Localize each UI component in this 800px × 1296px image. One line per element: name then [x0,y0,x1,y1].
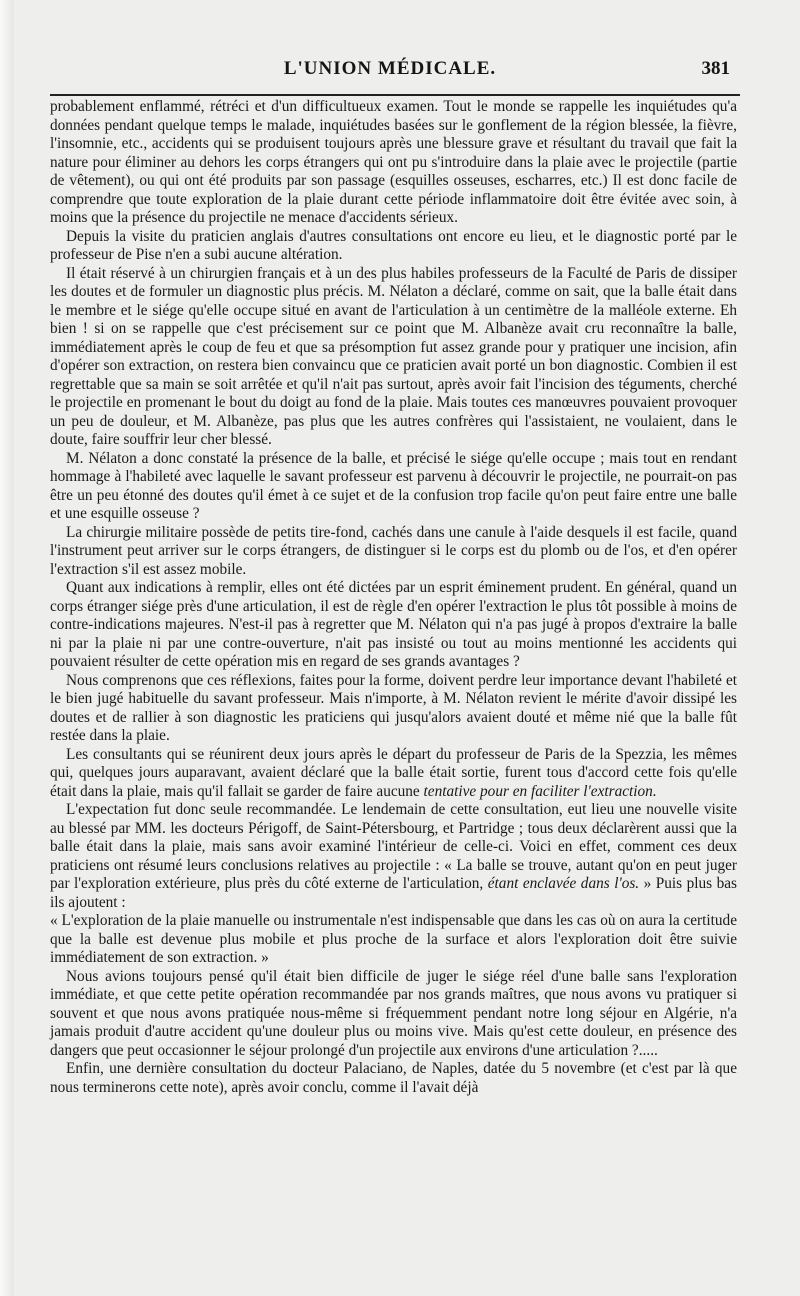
paragraph: La chirurgie militaire possède de petits tire-fond, cachés dans une canule à l'aide desquels il est facile, quand l'instrument peut arriver sur le corps étrangers, de distinguer si le corps est du plomb ou de l'os, et d'en opérer l'extraction s'il est assez mobile. [50,523,737,578]
paragraph: Enfin, une dernière consultation du docteur Palaciano, de Naples, datée du 5 novembre (et c'est par là que nous terminerons cette note), après avoir conclu, comme il l'avait déjà [50,1060,737,1096]
body-text [50,98,737,1097]
italic-phrase: étant enclavée dans l'os. [487,875,640,892]
paragraph: probablement enflammé, rétréci et d'un difficultueux examen. Tout le monde se rappelle les inquiétudes qu'a données pendant quelque temps le malade, inquiétudes basées sur le gonflement de la région blessée, la fièvre, l'insomnie, etc., accidents qui se produisent toujours après une blessure grave et résultant du travail que fait la nature pour éliminer au dehors les corps étrangers qui ont pu s'introduire dans la plaie avec le projectile (partie de vêtement), ou qui ont été produits par son passage (esquilles osseuses, escharres, etc.) Il est donc facile de comprendre que toute exploration de la plaie durant cette période inflammatoire doit être évitée avec soin, à moins que la présence du projectile ne menace d'accidents sérieux. [50,98,737,226]
paragraph: Nous comprenons que ces réflexions, faites pour la forme, doivent perdre leur importance devant l'habileté et le bien jugé habituelle du savant professeur. Mais n'importe, à M. Nélaton revient le mérite d'avoir dissipé les doutes et de rallier à son diagnostic les praticiens qui jusqu'alors avaient douté et même nié que la balle fût restée dans la plaie. [50,671,737,744]
header-rule [50,94,740,96]
paragraph: M. Nélaton a donc constaté la présence de la balle, et précisé le siége qu'elle occupe ; mais tout en rendant hommage à l'habileté avec laquelle le savant professeur est parvenu à découvrir le projectile, ne pourrait-on pas être un peu étonné des doutes qu'il émet à ce sujet et de la confusion trop facile qu'on peut faire entre une balle et une esquille osseuse ? [50,449,737,522]
italic-phrase: tentative pour en faciliter l'extraction. [423,782,657,800]
paragraph: Il était réservé à un chirurgien français et à un des plus habiles professeurs de la Faculté de Paris de dissiper les doutes et de formuler un diagnostic plus précis. M. Nélaton a déclaré, comme on sait, que la balle était dans le membre et le siége qu'elle occupe situé en avant de l'articulation à un centimètre de la malléole externe. Eh bien ! si on se rappelle que c'est précisement sur ce point que M. Albanèze avait cru reconnaître la balle, immédiatement après le coup de feu et que sa présomption fut assez grande pour y pratiquer une incision, afin d'opérer son extraction, on restera bien convaincu que ce praticien avait porté un bon diagnostic. Combien il est regrettable que sa main se soit arrêtée et qu'il n'ait pas surtout, après avoir fait l'incision des téguments, cherché le projectile en promenant le bout du doigt au fond de la plaie. Mais toutes ces manœuvres pouvaient provoquer un peu de douleur, et M. Albanèze, pas plus que les autres confrères qui l'assistaient, ne voulaient, dans le doute, faire souffrir leur cher blessé. [50,264,737,448]
paragraph: L'expectation fut donc seule recommandée. Le lendemain de cette consultation, eut lieu une nouvelle visite au blessé par MM. les docteurs Périgoff, de Saint-Pétersbourg, et Partridge ; tous deux déclarèrent aussi que la balle était dans la plaie, mais sans avoir examiné l'intérieur de celle-ci. Voici en effet, comment ces deux praticiens ont résumé leurs conclusions relatives au projectile : « La balle se trouve, autant qu'on en peut juger par l'exploration extérieure, plus près du côté externe de l'articulation, étant enclavée dans l'os. » Puis plus bas ils ajoutent : [50,801,737,911]
paragraph-quote: « L'exploration de la plaie manuelle ou instrumentale n'est indispensable que dans les cas où on aura la certitude que la balle est devenue plus mobile et plus proche de la surface et alors l'exploration doit être suivie immédiatement de son extraction. » [50,912,737,966]
page-number: 381 [701,58,730,79]
paragraph: Nous avions toujours pensé qu'il était bien difficile de juger le siége réel d'une balle sans l'exploration immédiate, et que cette petite opération recommandée par nos grands maîtres, que nous avons vu pratiquer si souvent et que nous avons pratiquée nous-même si fréquemment pendant notre long séjour en Algérie, n'a jamais produit d'autre accident qu'une douleur plus ou moins vive. Mais qu'est cette douleur, en présence des dangers que peut occasionner le séjour prolongé d'un projectile aux environs d'une articulation ?..... [50,967,737,1059]
page-header [40,58,740,88]
running-title: L'UNION MÉDICALE. [283,58,497,79]
paragraph: Quant aux indications à remplir, elles ont été dictées par un esprit éminement prudent. En général, quand un corps étranger siége près d'une articulation, il est de règle d'en opérer l'extraction le plus tôt possible à moins de contre-indications majeures. N'est-il pas à regretter que M. Nélaton qui n'a pas jugé à propos d'extraire la balle ni par la plaie ni par une contre-ouverture, n'ait pas insisté ou tout au moins mentionné les accidents qui pouvaient résulter de cette opération mis en regard de ses grands avantages ? [50,579,737,670]
paragraph: Les consultants qui se réunirent deux jours après le départ du professeur de Paris de la Spezzia, les mêmes qui, quelques jours auparavant, avaient déclaré que la balle était sortie, furent tous d'accord cette fois qu'elle était dans la plaie, mais qu'il fallait se garder de faire aucune tentative pour en faciliter l'extraction. [50,745,737,800]
paragraph: Depuis la visite du praticien anglais d'autres consultations ont encore eu lieu, et le diagnostic porté par le professeur de Pise n'en a subi aucune altération. [50,227,737,263]
page-edge [0,0,14,1296]
